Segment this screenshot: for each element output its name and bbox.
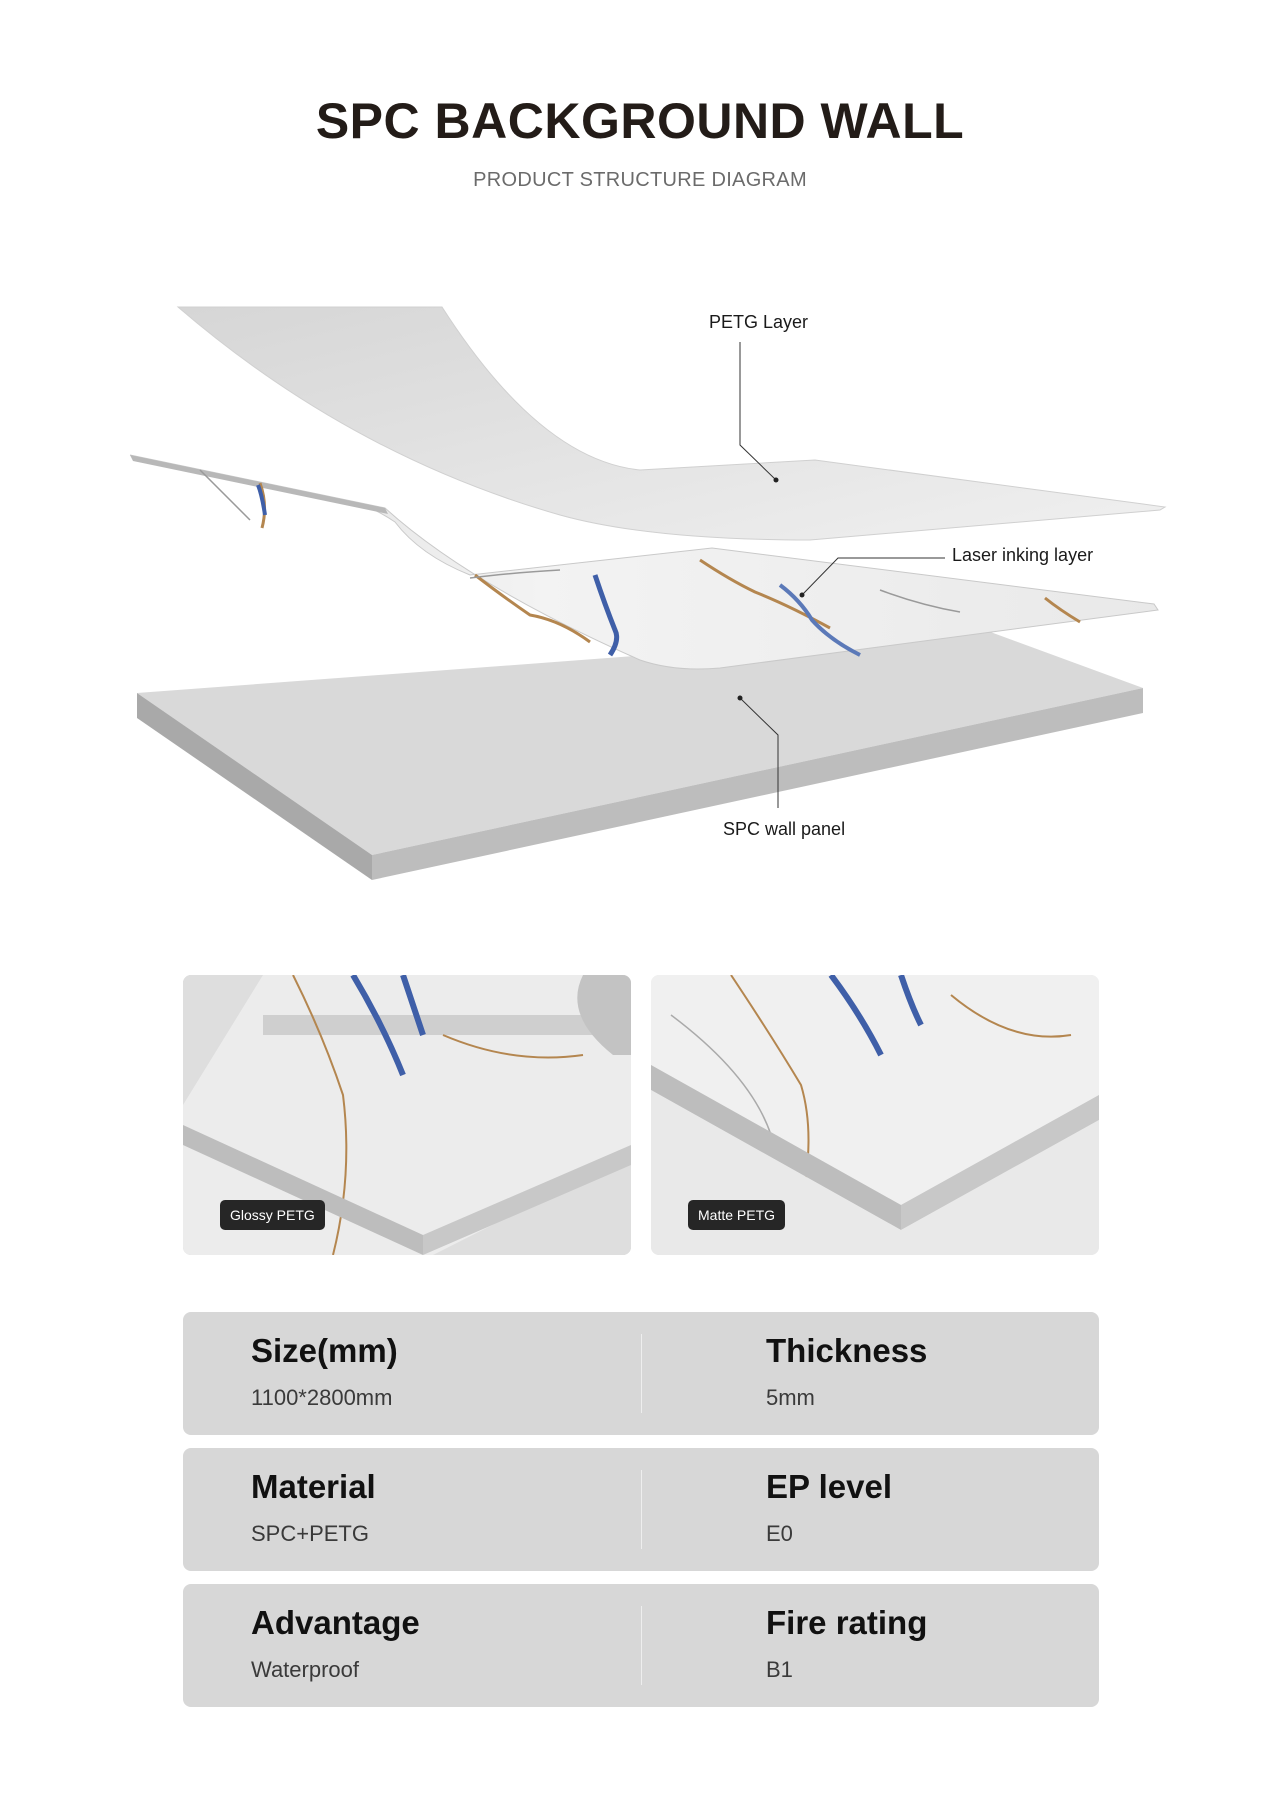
spec-row-advantage-fire (183, 1584, 1099, 1707)
petg-layer (178, 307, 1165, 540)
spec-divider (641, 1470, 642, 1549)
spec-label: Size(mm) (251, 1332, 398, 1369)
glossy-petg-photo (183, 975, 631, 1255)
page-subtitle: PRODUCT STRUCTURE DIAGRAM (473, 169, 807, 191)
spec-value: Waterproof (251, 1657, 360, 1682)
petg-leader-dot (774, 478, 779, 483)
glossy-petg-badge: Glossy PETG (220, 1200, 325, 1230)
matte-petg-photo (651, 975, 1099, 1255)
spec-value: B1 (766, 1657, 793, 1682)
spec-row-size-thickness (183, 1312, 1099, 1435)
spec-divider (641, 1606, 642, 1685)
laser-leader-dot (800, 593, 805, 598)
structure-diagram-svg (0, 290, 1280, 890)
callout-spc-wall-panel: SPC wall panel (723, 819, 846, 839)
spec-value: 5mm (766, 1385, 815, 1410)
vein-blue (258, 485, 265, 515)
structure-diagram (0, 290, 1280, 895)
spec-label: Advantage (251, 1604, 420, 1641)
petg-sheet (178, 307, 1165, 540)
spc-wall-panel (137, 630, 1143, 880)
spec-label: Thickness (766, 1332, 928, 1369)
callout-petg-layer: PETG Layer (709, 312, 809, 332)
spec-label: Fire rating (766, 1604, 928, 1641)
spec-value: E0 (766, 1521, 793, 1546)
spc-leader-dot (738, 696, 743, 701)
spec-label: EP level (766, 1468, 892, 1505)
page-title: SPC BACKGROUND WALL (315, 93, 965, 149)
matte-petg-badge: Matte PETG (688, 1200, 785, 1230)
petg-leader (740, 342, 776, 480)
spec-value: SPC+PETG (251, 1521, 369, 1546)
spec-value: 1100*2800mm (251, 1385, 393, 1410)
callout-laser-inking-layer: Laser inking layer (952, 545, 1094, 565)
spec-divider (641, 1334, 642, 1413)
spec-row-material-ep (183, 1448, 1099, 1571)
spec-label: Material (251, 1468, 376, 1505)
